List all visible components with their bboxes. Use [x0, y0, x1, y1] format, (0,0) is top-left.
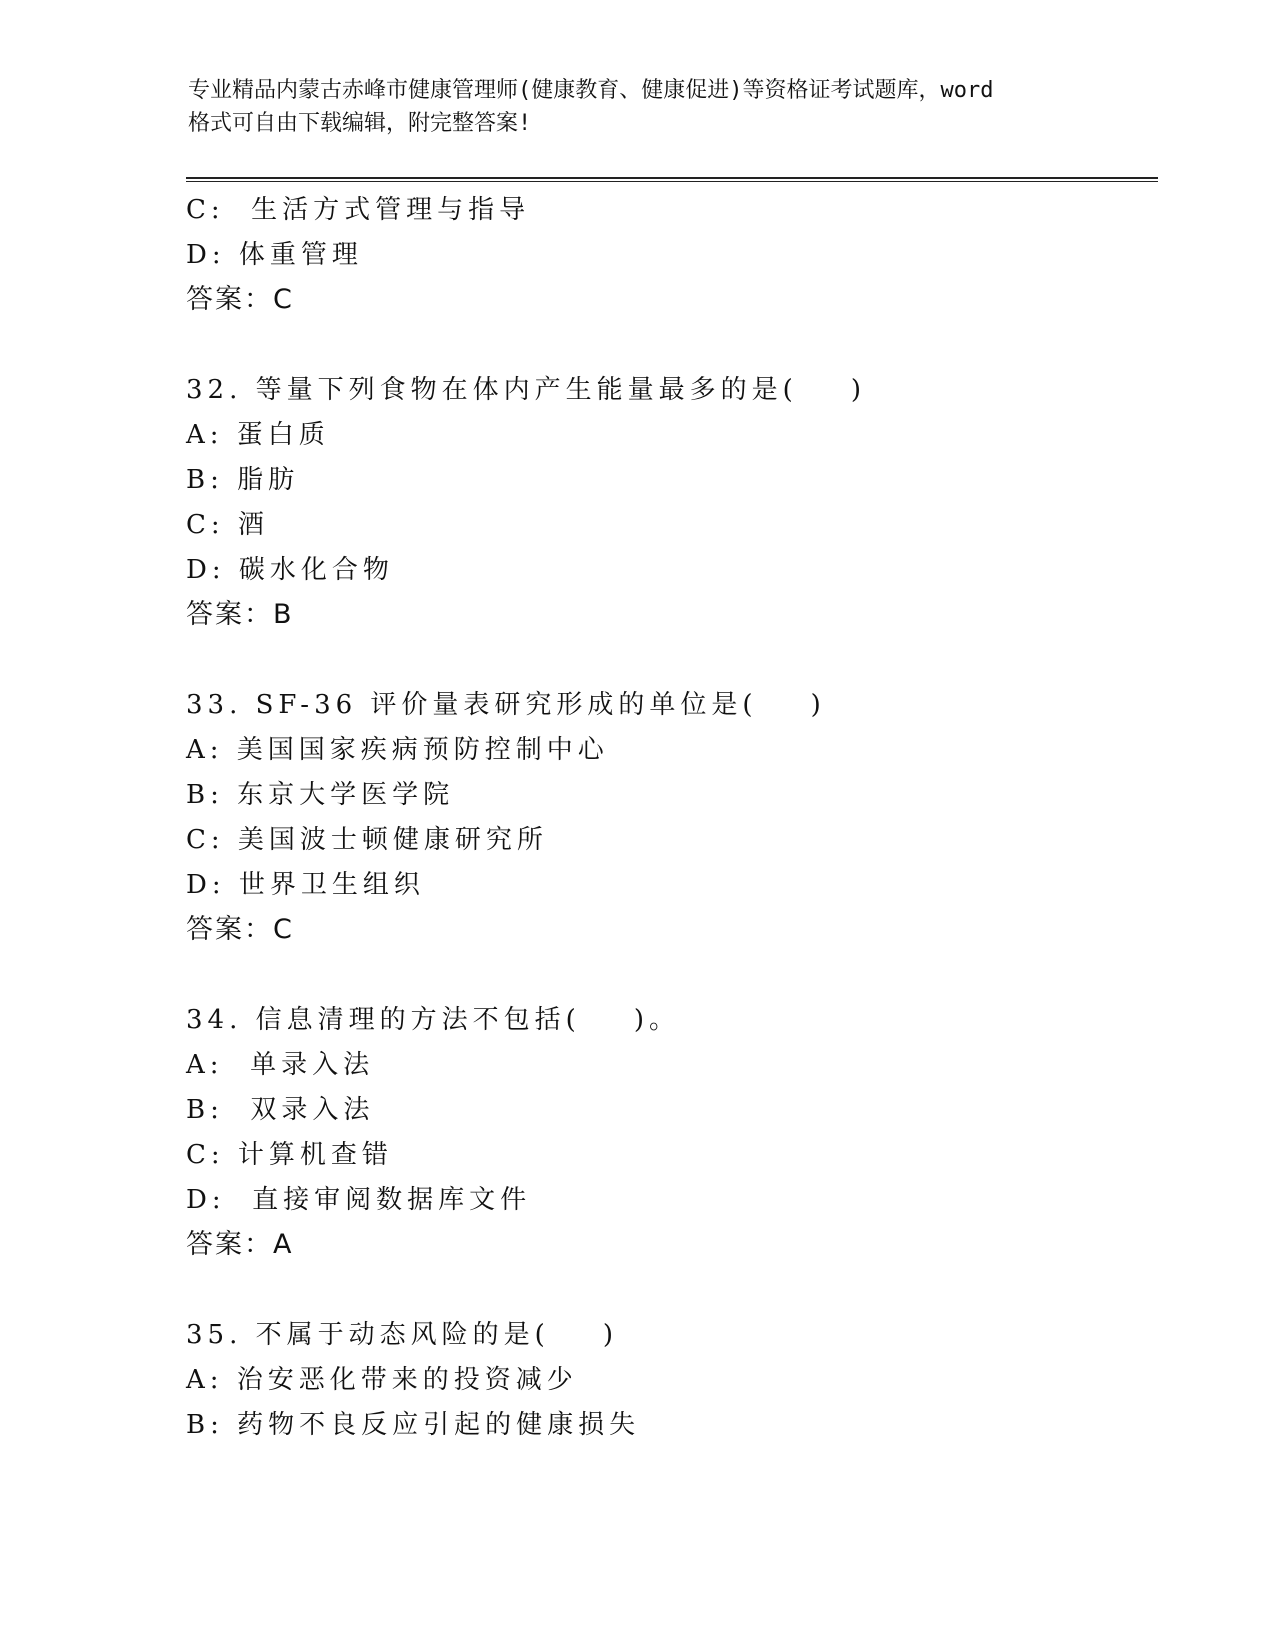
- q35-option-a: A: 治安恶化带来的投资减少: [186, 1365, 578, 1395]
- q34-question: 34. 信息清理的方法不包括( )。: [186, 1005, 680, 1035]
- q33-option-c: C: 美国波士顿健康研究所: [186, 825, 548, 855]
- q34-option-c: C: 计算机查错: [186, 1140, 393, 1170]
- header-line-2: 格式可自由下载编辑，附完整答案!: [188, 111, 532, 136]
- header-line-1: 专业精品内蒙古赤峰市健康管理师(健康教育、健康促进)等资格证考试题库，word: [188, 78, 994, 103]
- q35-question: 35. 不属于动态风险的是( ): [186, 1320, 618, 1350]
- q32-option-d: D: 碳水化合物: [186, 555, 394, 585]
- q34-option-a: A: 单录入法: [186, 1050, 375, 1080]
- q34-answer: 答案：A: [186, 1229, 294, 1260]
- q34-option-d: D: 直接审阅数据库文件: [186, 1185, 532, 1215]
- q33-option-a: A: 美国国家疾病预防控制中心: [186, 735, 609, 765]
- q32-answer: 答案：B: [186, 599, 294, 630]
- header-divider-thin: [186, 181, 1158, 182]
- q33-option-d: D: 世界卫生组织: [186, 870, 425, 900]
- q32-option-b: B: 脂肪: [186, 465, 300, 495]
- q32-option-a: A: 蛋白质: [186, 420, 330, 450]
- q32-question: 32. 等量下列食物在体内产生能量最多的是( ): [186, 375, 866, 405]
- q31-option-d: D: 体重管理: [186, 240, 363, 270]
- q33-question: 33. SF-36 评价量表研究形成的单位是( ): [186, 690, 826, 720]
- q33-option-b: B: 东京大学医学院: [186, 780, 455, 810]
- q33-answer: 答案：C: [186, 914, 294, 945]
- q31-option-c: C: 生活方式管理与指导: [186, 195, 531, 225]
- q35-option-b: B: 药物不良反应引起的健康损失: [186, 1410, 641, 1440]
- header-divider-thick: [186, 177, 1158, 179]
- q32-option-c: C: 酒: [186, 510, 269, 540]
- q31-answer: 答案：C: [186, 284, 294, 315]
- q34-option-b: B: 双录入法: [186, 1095, 375, 1125]
- document-header: [188, 74, 1088, 140]
